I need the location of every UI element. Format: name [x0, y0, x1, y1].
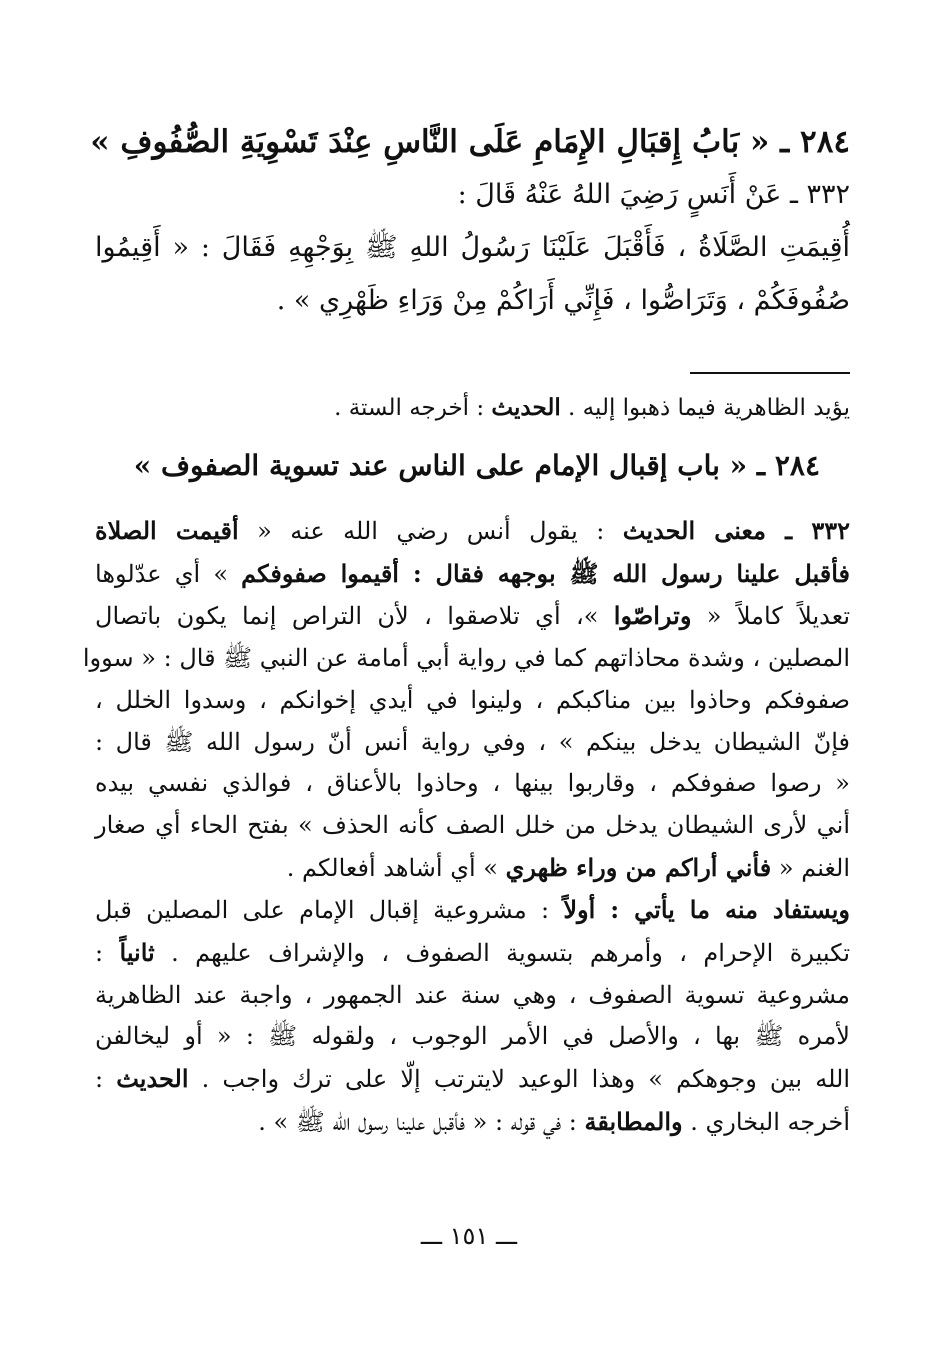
page-number: ـــ ١٥١ ـــ — [420, 1222, 518, 1250]
bold-phrase: فأني أراكم من وراء ظهري — [505, 852, 772, 882]
sharh-line — [95, 680, 850, 722]
matn-chapter-heading: ٢٨٤ ـ « بَابُ إِقبَالِ الإِمَامِ عَلَى النَّاسِ عِنْدَ تَسْوِيَةِ الصُّفُوفِ » — [90, 124, 850, 160]
text-span: تعديلاً كاملاً « — [691, 602, 851, 631]
text-span: : يقول أنس رضي الله عنه « — [238, 517, 623, 545]
footnote-text: يؤيد الظاهرية فيما ذهبوا إليه . — [568, 395, 850, 421]
text-span: تكبيرة الإحرام ، وأمرهم بتسوية الصفوف ، والإشراف عليهم . — [154, 939, 850, 968]
bold-phrase: فأقبل علينا رسول الله ﷺ بوجهه فقال : أقيموا صفوفكم — [241, 558, 851, 588]
sharh-line — [95, 847, 850, 890]
text-span: » أي عدّلوها — [95, 559, 242, 588]
sharh-line — [95, 975, 850, 1017]
hadith-line-1: أُقِيمَتِ الصَّلَاةُ ، فَأَقْبَلَ عَلَيْنَا رَسُولُ اللهِ ﷺ بِوَجْهِهِ فَقَالَ : « أَقِيمُوا — [95, 232, 850, 263]
text-span: : — [95, 1065, 117, 1094]
text-span: »، أي تلاصقوا ، لأن التراص إنما يكون باتصال — [95, 602, 614, 631]
sharh-line — [95, 932, 850, 975]
text-span: صفوفكم وحاذوا بين مناكبكم ، ولينوا في أيدي إخوانكم ، وسدوا الخلل ، — [95, 685, 850, 714]
page-content — [90, 110, 850, 327]
text-span: أني لأرى الشيطان يدخل من خلل الصف كأنه الحذف » بفتح الحاء أي صغار — [95, 810, 850, 839]
sharh-line — [95, 553, 850, 596]
text-span: » أي أشاهد أفعالكم . — [286, 853, 506, 882]
sharh-line — [95, 1058, 850, 1101]
bold-phrase: وتراصّوا — [613, 601, 692, 631]
hadith-intro: ٣٣٢ ـ عَنْ أَنَسٍ رَضِيَ اللهُ عَنْهُ قَالَ : — [457, 179, 850, 210]
text-span: الغنم « — [771, 853, 850, 882]
sharh-line — [95, 722, 850, 764]
text-span: الله بين وجوهكم » وهذا الوعيد لايترتب إلّا على ترك واجب . — [188, 1065, 851, 1094]
bold-phrase: ويستفاد منه ما يأتي : أولاً — [563, 895, 850, 925]
footnote — [95, 388, 850, 428]
sharh-line — [82, 638, 850, 680]
footnote-separator — [690, 372, 850, 374]
sharh-line — [95, 763, 850, 805]
text-span: مشروعية تسوية الصفوف ، وهي سنة عند الجمهور ، واجبة عند الظاهرية — [95, 980, 850, 1009]
text-span: : مشروعية إقبال الإمام على المصلين قبل — [95, 896, 564, 925]
bold-phrase: والمطابقة — [584, 1106, 683, 1136]
text-span: لأمره ﷺ بها ، والأصل في الأمر الوجوب ، ولقوله ﷺ : « أو ليخالفن — [95, 1022, 850, 1051]
bold-phrase: أقيمت الصلاة — [95, 516, 239, 545]
bold-phrase: الحديث — [116, 1064, 189, 1094]
text-span: فإنّ الشيطان يدخل بينكم » ، وفي رواية أنس أنّ رسول الله ﷺ قال : — [95, 727, 850, 756]
sharh-section — [82, 444, 851, 1144]
bold-phrase: ثانياً — [119, 938, 155, 968]
bold-phrase: ٣٣٢ ـ معنى الحديث — [622, 516, 850, 545]
sharh-chapter-heading: ٢٨٤ ـ « باب إقبال الإمام على الناس عند تسوية الصفوف » — [133, 449, 820, 482]
sharh-line — [95, 805, 850, 847]
sharh-line — [95, 1016, 850, 1058]
sharh-line — [95, 510, 850, 553]
text-span: المصلين ، وشدة محاذاتهم كما في رواية أبي أمامة عن النبي ﷺ قال : « سووا — [82, 644, 850, 673]
footnote-label: الحديث — [491, 394, 561, 421]
sharh-line — [95, 889, 850, 932]
footnote-rest: : أخرجه الستة . — [334, 395, 485, 421]
sharh-line — [95, 595, 850, 638]
sharh-body — [82, 510, 851, 1144]
text-span: « رصوا صفوفكم ، وقاربوا بينها ، وحاذوا بالأعناق ، فوالذي نفسي بيده — [95, 769, 850, 798]
text-span: أخرجه البخاري . — [682, 1107, 850, 1136]
sharh-line — [95, 1101, 850, 1144]
hadith-line-2: صُفُوفَكُمْ ، وَتَرَاصُّوا ، فَإِنِّي أَرَاكُمْ مِنْ وَرَاءِ ظَهْرِي » . — [276, 285, 850, 316]
text-span: : — [95, 939, 120, 968]
text-span: : في قوله : « فأقبل علينا رسول الله ﷺ » . — [258, 1107, 585, 1136]
